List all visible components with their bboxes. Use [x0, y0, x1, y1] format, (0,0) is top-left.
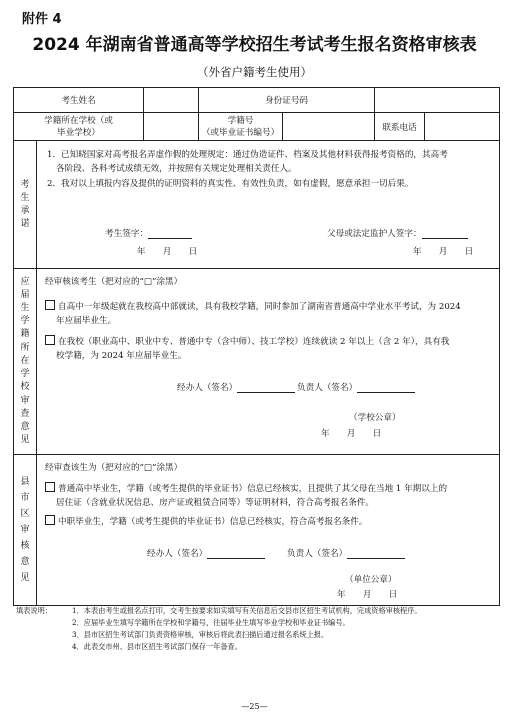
student-sign-line[interactable] [148, 238, 192, 239]
reg-value-cell[interactable] [283, 113, 375, 141]
county-option-1-checkbox[interactable] [45, 482, 55, 492]
school-review-label: 应 届 生 学 籍 所 在 学 校 审 查 意 见 [14, 269, 37, 455]
county-principal-sign: 负责人（签名） [287, 547, 405, 559]
county-review-label: 县 市 区 审 核 意 见 [14, 455, 37, 606]
name-label-cell: 考生姓名 [14, 88, 144, 113]
pledge-item-1: 1．已知晓国家对高考报名弄虚作假的处理规定：通过伪造证件、档案及其他材料获得报考资格的，其高考 [47, 150, 448, 160]
school-handler-line[interactable] [237, 392, 295, 393]
county-option-2-checkbox[interactable] [45, 515, 55, 525]
school-seal: （学校公章） [349, 413, 401, 423]
id-value-cell[interactable] [375, 88, 500, 113]
note-item: 1．本表由考生或报名点打印，交考生按要求如实填写有关信息后交县市区招生考试机构，完成资格审核程序。 [72, 606, 422, 615]
school-principal-line[interactable] [357, 392, 415, 393]
school-principal-sign: 负责人（签名） [297, 381, 415, 393]
school-handler-sign: 经办人（签名） [177, 381, 295, 393]
school-review-content [37, 269, 500, 455]
notes-label: 填表说明： [16, 606, 52, 615]
notes-list [72, 605, 422, 653]
county-option-2: 中职毕业生，学籍（或考生提供的毕业证书）信息已经核实，符合高考报名条件。 [45, 515, 367, 527]
pledge-item-1-cont: 各阶段、各科考试成绩无效，并按照有关规定处理相关责任人。 [56, 164, 297, 174]
page-number: —25— [241, 702, 268, 711]
note-item: 4．此表交市州、县市区招生考试部门保存一年备查。 [72, 642, 242, 651]
reg-label-cell: 学籍号 （或毕业证书编号） [199, 113, 283, 141]
county-principal-line[interactable] [347, 558, 405, 559]
school-option-2-cont: 校学籍，为 2024 年应届毕业生。 [56, 351, 187, 361]
pledge-content [37, 141, 500, 269]
school-option-2-checkbox[interactable] [45, 335, 55, 345]
phone-label-cell: 联系电话 [375, 113, 425, 141]
school-review-date: 年 月 日 [321, 429, 382, 439]
school-option-2: 在我校（职业高中、职业中专、普通中专（含中师）、技工学校）连续就读 2 年以上（含 2 年），具有我 [45, 335, 449, 347]
name-value-cell[interactable] [144, 88, 199, 113]
review-form-table [13, 87, 500, 606]
county-handler-sign: 经办人（签名） [147, 547, 265, 559]
school-option-1-checkbox[interactable] [45, 300, 55, 310]
pledge-item-2: 2．我对以上填报内容及提供的证明资料的真实性、有效性负责，如有虚假，愿意承担一切后果。 [47, 179, 414, 189]
guardian-sign-label: 父母或法定监护人签字： [327, 227, 468, 239]
attachment-label: 附件 4 [22, 12, 62, 27]
note-item: 2．应届毕业生填写学籍所在学校和学籍号，往届毕业生填写毕业学校和毕业证书编号。 [72, 618, 350, 627]
pledge-label: 考 生 承 诺 [14, 141, 37, 269]
student-sign-label: 考生签字： [105, 227, 192, 239]
school-review-heading: 经审核该考生（把对应的“□”涂黑） [45, 277, 183, 287]
county-option-1: 普通高中毕业生，学籍（或考生提供的毕业证书）信息已经核实，且提供了其父母在当地 1 年期以上的 [45, 482, 447, 494]
school-value-cell[interactable] [144, 113, 199, 141]
county-handler-line[interactable] [207, 558, 265, 559]
id-label-cell: 身份证号码 [199, 88, 375, 113]
guardian-sign-date: 年 月 日 [413, 247, 474, 257]
school-option-1-cont: 年应届毕业生。 [56, 316, 117, 326]
county-review-content [37, 455, 500, 606]
note-item: 3．县市区招生考试部门负责资格审核，审核后将此表扫描后通过报名系统上报。 [72, 630, 329, 639]
county-review-heading: 经审查该生为（把对应的“□”涂黑） [45, 463, 183, 473]
page-title: 2024 年湖南省普通高等学校招生考试考生报名资格审核表 [32, 35, 477, 55]
county-seal: （单位公章） [345, 575, 397, 585]
phone-value-cell[interactable] [425, 113, 500, 141]
school-label-cell: 学籍所在学校（或 毕业学校） [14, 113, 144, 141]
county-review-date: 年 月 日 [337, 590, 398, 600]
guardian-sign-line[interactable] [422, 238, 468, 239]
page-subtitle: （外省户籍考生使用） [197, 65, 312, 79]
school-option-1: 自高中一年级起就在我校高中部就读，具有我校学籍，同时参加了湖南省普通高中学业水平考试，为 2024 [45, 300, 461, 312]
county-option-1-cont: 居住证（含就业状况信息、房产证或租赁合同等）等证明材料，符合高考报名条件。 [56, 498, 374, 508]
student-sign-date: 年 月 日 [137, 247, 198, 257]
